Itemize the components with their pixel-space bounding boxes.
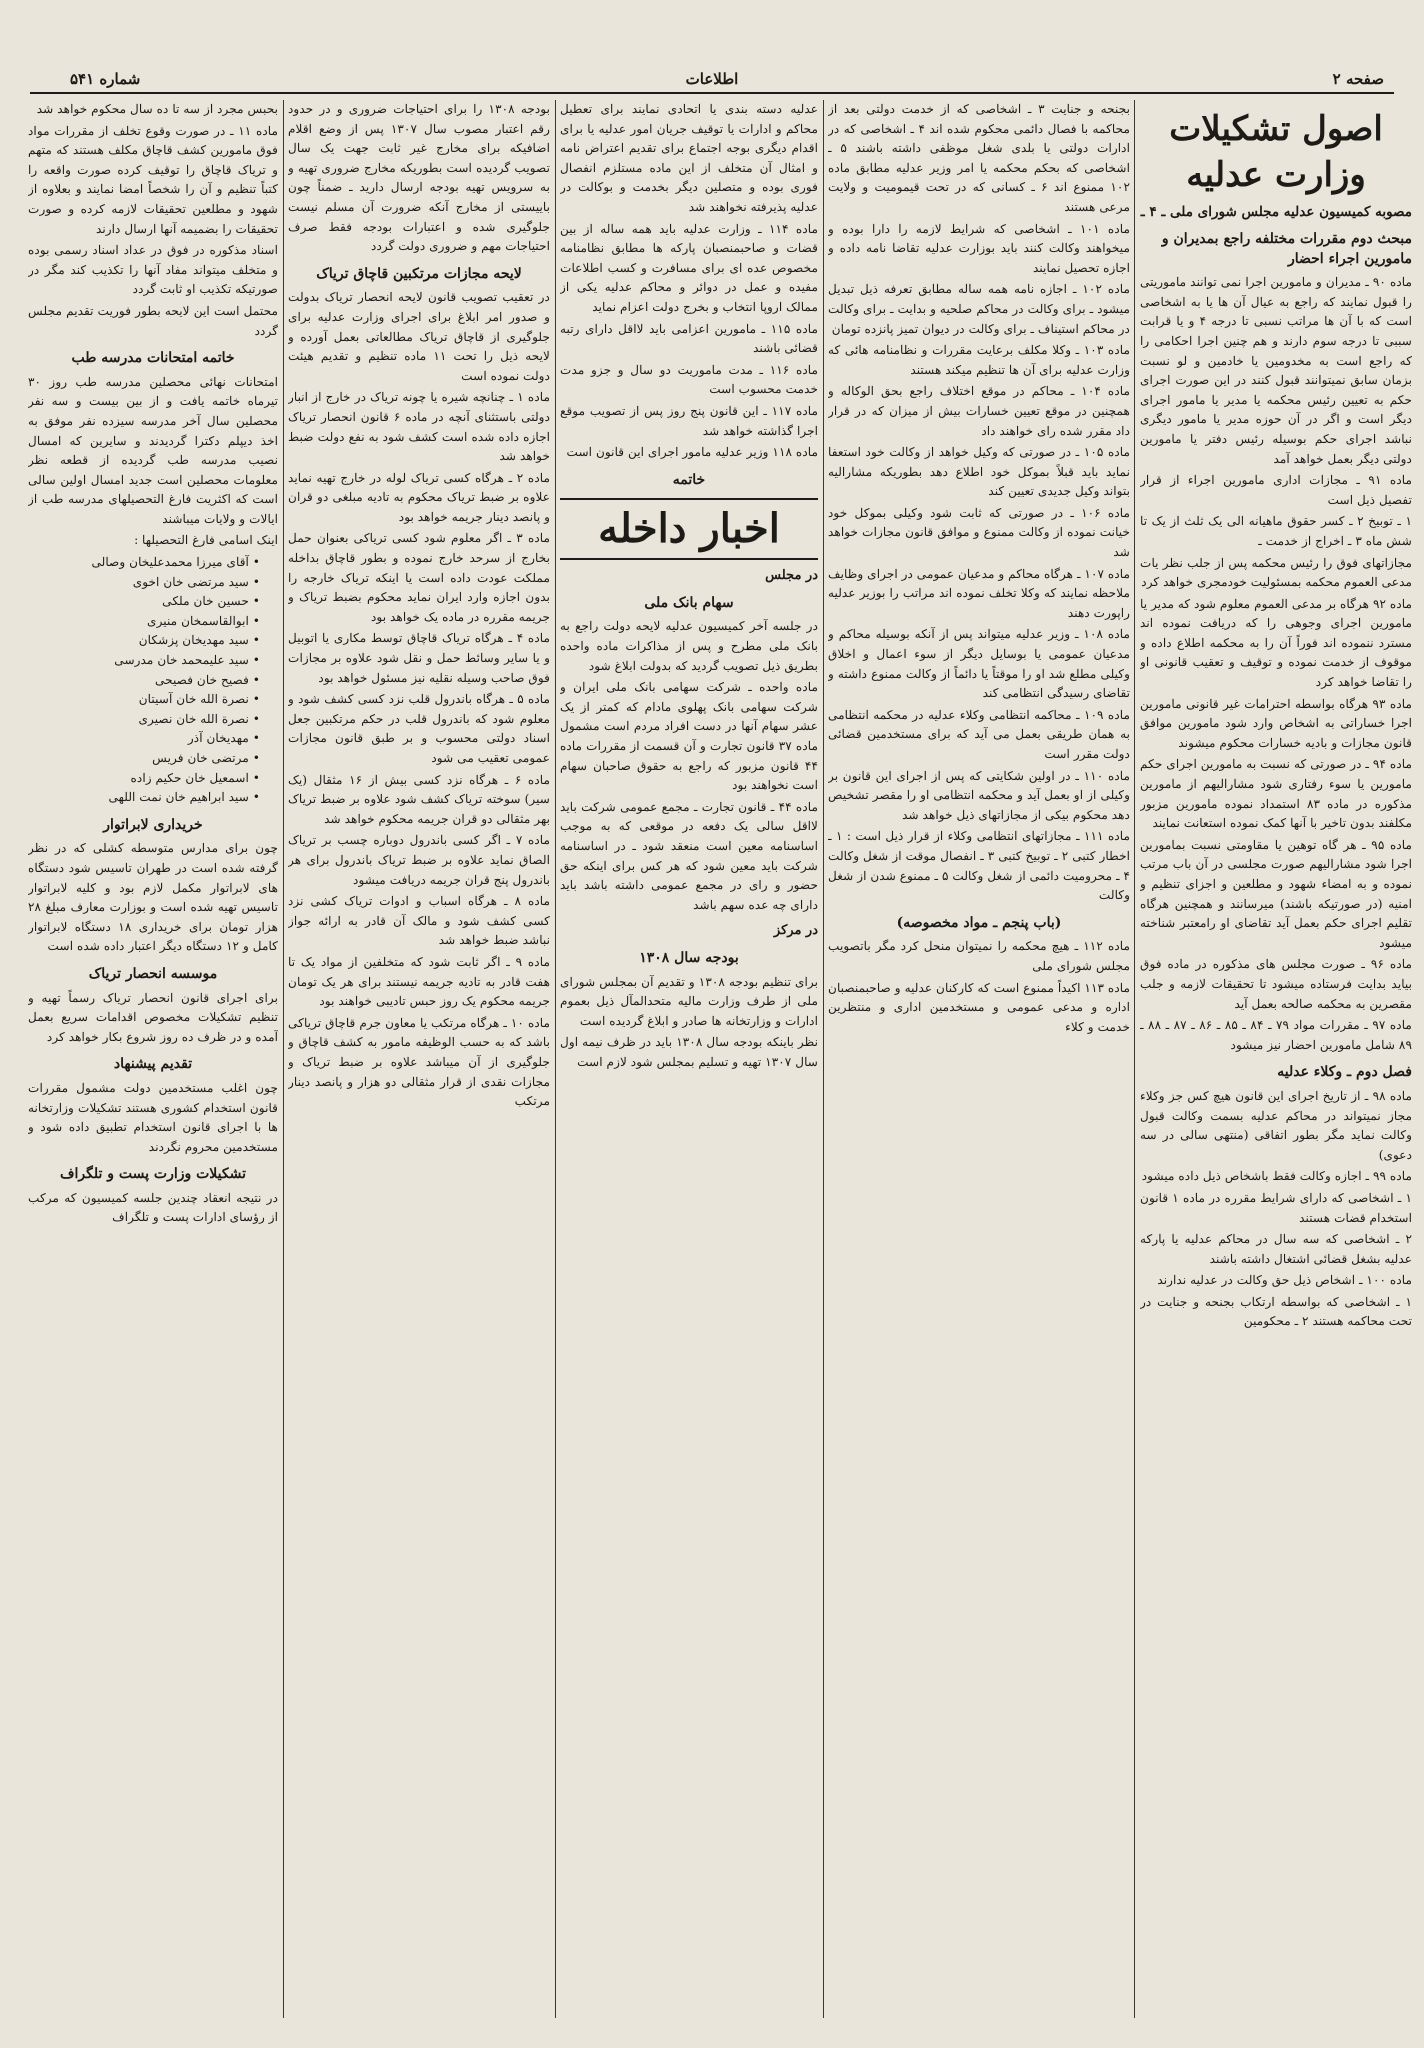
paragraph: ماده ۱۱ ـ در صورت وقوع تخلف از مقررات مواد فوق مامورین کشف قاچاق مکلف هستند که متهم و تریاک قاچاق را توقیف کرده صورت واقعه را کتباً تنظیم و آن را شخصاً امضا نمایند و بعلاوه از شهود و مطلعین تحقیقات لازمه کرده و صورت تحقیقات را بضمیمه آنها ارسال دارند <box>28 123 278 236</box>
paragraph: چون اغلب مستخدمین دولت مشمول مقررات قانون استخدام کشوری هستند تشکیلات وزارتخانه ها با اجرای قانون استخدام تطبیق داده شود و مستخدمین محروم نگردند <box>28 1080 278 1154</box>
paragraph: ماده ۹۵ ـ هر گاه توهین یا مقاومتی نسبت بمامورین اجرا شود مشارالیهم صورت مجلسی در آن باب مرتب نموده و به امضاء شهود و مطلعین و اجزای تنظیم و امنیه (در صورتیکه باشند) میرسانند و همچنین هرگاه تقلیم اجرای حکم بعمل آید تقاضای او رامعتبر شناخته میشود <box>1140 837 1412 950</box>
section-title: مبحث دوم مقررات مختلفه راجع بمدیران و مامورین اجراء احضار <box>1161 231 1412 267</box>
paragraph: در نتیجه انعقاد چندین جلسه کمیسیون که مرکب از رؤسای ادارات پست و تلگراف <box>28 1190 278 1225</box>
list-item: • نصرة الله خان آسیتان <box>28 690 260 710</box>
list-item: • آقای میرزا محمدعلیخان وصالی <box>28 553 260 573</box>
main-headline: اصول تشکیلات وزارت عدلیه <box>1169 109 1383 195</box>
paragraph: ماده ۹۳ هرگاه بواسطه احترامات غیر قانونی مامورین اجرا خساراتی به اشخاص وارد شود مامورین موافق قانون مجازات و بادیه خسارات محکوم میشوند <box>1140 696 1412 750</box>
column-divider <box>1134 100 1135 2018</box>
section-title: فصل دوم ـ وکلاء عدلیه <box>1277 1064 1412 1081</box>
paragraph: ماده ۸ ـ هرگاه اسباب و ادوات تریاک کشی نزد کسی کشف شود و مالک آن قادر به ارائه جواز نباشد ضبط خواهد شد <box>288 894 550 948</box>
column-divider <box>555 100 556 2018</box>
paragraph: برای اجرای قانون انحصار تریاک رسماً تهیه و تنظیم تشکیلات مخصوص اقدامات سریع بعمل آمده و در ظرف ده روز شروع بکار خواهد کرد <box>28 990 278 1044</box>
paragraph: ماده ۱۱۶ ـ مدت ماموریت دو سال و جزو مدت خدمت محسوب است <box>560 362 818 397</box>
paragraph: امتحانات نهائی محصلین مدرسه طب روز ۳۰ تیرماه خاتمه یافت و از بین بیست و سه نفر محصلین سال آخر مدرسه سیزده نفر موفق به اخذ دیپلم دکترا گردیدند و سایرین که امسال نصیب مدرسه طب گردیده از قطعه نظر معلومات محصلین است جدید امسال اولین سالی است که اکثریت فارغ التحصیلهای مدرسه طب از ایالات و ولایات میباشند <box>28 374 278 526</box>
paragraph: ماده ۱۰۳ ـ وکلا مکلف برعایت مقررات و نظامنامه هائی که وزارت عدلیه برای آن ها تنظیم میکند هستند <box>828 343 1130 377</box>
list-item: • اسمعیل خان حکیم زاده <box>28 769 260 789</box>
paragraph: ۱ ـ اشخاصی که بواسطه ارتکاب بجنحه و جنایت در تحت محاکمه هستند ۲ ـ محکومین <box>1140 1294 1412 1329</box>
list-item: • سید مرتضی خان اخوی <box>28 573 260 593</box>
paragraph: ۱ ـ توبیخ ۲ ـ کسر حقوق ماهیانه الی یک ثلث از یک تا شش ماه ۳ ـ اخراج از خدمت ـ <box>1140 514 1412 548</box>
column-2 <box>828 100 1130 2018</box>
paragraph: نظر باینکه بودجه سال ۱۳۰۸ باید در ظرف نیمه اول سال ۱۳۰۷ تهیه و تسلیم بمجلس شود لازم است <box>560 1035 818 1069</box>
paragraph: ماده ۴ ـ هرگاه تریاک قاچاق توسط مکاری یا اتوبیل و یا سایر وسائط حمل و نقل شود علاوه بر مجازات فوق صاحب وسیله نقلیه نیز مسئول خواهد بود <box>288 631 550 685</box>
list-item: • حسین خان ملکی <box>28 592 260 612</box>
paragraph: ماده ۱ ـ چنانچه شیره یا چونه تریاک در خارج از انبار دولتی باستثنای آنچه در ماده ۶ قانون انحصار تریاک اجازه داده شده است کشف شود به نفع دولت ضبط خواهد شد <box>288 390 550 464</box>
masthead <box>30 62 1394 94</box>
paragraph: ماده ۴۴ ـ قانون تجارت ـ مجمع عمومی شرکت باید لااقل سالی یک دفعه در موقعی که به موجب اساسنامه معین است منعقد شود ـ در اساسنامه شرکت باید معین شود که هر کس برای اینکه حق حضور و رای در مجمع عمومی داشته باشد باید دارای چه عده سهم باشد <box>560 799 818 912</box>
paragraph: ماده ۱۱۳ اکیداً ممنوع است که کارکنان عدلیه و صاحبمنصبان اداره و مدعی عمومی و مستخدمین اداری و منتظرین خدمت و کلاء <box>828 980 1130 1034</box>
list-item: • سید ابراهیم خان نمت اللهی <box>28 788 260 808</box>
paragraph: ماده ۱۰۴ ـ محاکم در موقع اختلاف راجع بحق الوکاله و همچنین در موقع تعیین خسارات بیش از میزان که در قرار داد مقرر شده رای خواهند داد <box>828 384 1130 438</box>
paragraph: ماده ۹ ـ اگر ثابت شود که متخلفین از مواد یک تا هفت قادر به تادیه جریمه نیستند برای هر یک تومان جریمه محکوم یک روز حبس تادیبی خواهند بود <box>288 954 550 1009</box>
closing-label: خاتمه <box>672 471 706 488</box>
section-title: خاتمه امتحانات مدرسه طب <box>71 350 235 367</box>
paragraph: ماده ۶ ـ هرگاه نزد کسی بیش از ۱۶ مثقال (یک سیر) سوخته تریاک کشف شود علاوه بر ضبط تریاک بهر مثقالی دو قران جریمه محکوم خواهد شد <box>288 772 550 826</box>
region-label: در مرکز <box>773 923 818 939</box>
column-3 <box>560 100 818 2018</box>
paragraph: ماده ۱۱۲ ـ هیچ محکمه را نمیتوان منحل کرد مگر باتصویب مجلس شورای ملی <box>828 939 1130 973</box>
paragraph: در جلسه آخر کمیسیون عدلیه لایحه دولت راجع به بانک ملی مطرح و پس از مذاکرات ماده واحده بطریق ذیل تصویب گردید که بدولت ابلاغ شود <box>560 619 818 673</box>
paragraph: ماده ۲ ـ هرگاه کسی تریاک لوله در خارج تهیه نماید علاوه بر ضبط تریاک محکوم به تادیه مبلغی دو قران و پانصد دینار جریمه خواهد بود <box>288 470 550 524</box>
paragraph: ماده ۷ ـ اگر کسی باندرول دوباره چسب بر تریاک الصاق نماید علاوه بر ضبط تریاک باندرول برای هر باندرول پنج قران جریمه دریافت میشود <box>288 833 550 887</box>
section-title: تقدیم پیشنهاد <box>113 1056 193 1073</box>
paragraph: ماده ۱۰۲ ـ اجازه نامه همه ساله مطابق تعرفه ذیل تبدیل میشود ـ برای وکالت در محاکم صلحیه و بدایت ـ برای وکالت در محاکم استیناف ـ برای وکالت در دیوان تمیز پانزده تومان <box>828 282 1130 336</box>
paragraph: ماده ۱۱۵ ـ مامورین اعزامی باید لااقل دارای رتبه قضائی باشند <box>560 321 818 356</box>
list-item: • مهدیخان آذر <box>28 729 260 749</box>
paragraph: ماده ۹۲ هرگاه بر مدعی العموم معلوم شود که مدیر یا مامورین اجرای وجوهی را که دریافت نموده اند مسترد ننموده اند فوراً آن را به محکمه اطلاع داده و موقوف از خدمت نموده و توقیف و تعقیب قانونی او را تقاضا خواهد کرد <box>1140 596 1412 690</box>
section-title: تشکیلات وزارت پست و تلگراف <box>59 1166 246 1183</box>
paragraph: عدلیه دسته بندی یا اتحادی نمایند برای تعطیل محاکم و ادارات یا توقیف جریان امور عدلیه یا برای اقدام دیگری بوجه اجتماع برای تقدیم اعتراض نامه و امثال آن متخلف از این ماده مستلزم انفصال فوری بوده و متصلین دیگر بخدمت و بوکالت در عدلیه پذیرفته نخواهند شد <box>560 102 818 214</box>
paragraph: ماده ۱۱۰ ـ در اولین شکایتی که پس از اجرای این قانون بر وکیلی از او بعمل آید و محکمه انتظامی او را مقصر تشخیص دهد محکوم بیکی از مجازاتهای ذیل خواهد شد <box>828 768 1130 822</box>
paragraph: ماده ۱۰۵ ـ در صورتی که وکیل خواهد از وکالت خود استعفا نماید باید قبلاً بموکل خود اطلاع دهد بطوریکه مشارالیه بتواند وکیل جدیدی تعیین کند <box>828 445 1130 499</box>
paragraph: ماده ۱۰۰ ـ اشخاص ذیل حق وکالت در عدلیه ندارند <box>1157 1273 1412 1288</box>
paragraph: ماده واحده ـ شرکت سهامی بانک ملی ایران و شرکت سهامی بانک پهلوی مادام که کمتر از یک عشر سهام آنها در دست افراد مردم است مشمول ماده ۳۷ قانون تجارت و آن قسمت از مقررات ماده ۴۴ قانون مزبور که راجع به حقوق صاحبان سهام است نخواهند بود <box>560 680 818 793</box>
region-label: در مجلس <box>765 568 818 584</box>
section-title: لایحه مجازات مرتکبین قاچاق تریاک <box>316 265 522 282</box>
column-4 <box>288 100 550 2018</box>
domestic-news-banner: اخبار داخله <box>560 498 818 560</box>
paragraph: ماده ۹۷ ـ مقررات مواد ۷۹ ـ ۸۴ ـ ۸۵ ـ ۸۶ ـ ۸۷ ـ ۸۸ ـ ۸۹ شامل مامورین احضار نیز میشود <box>1140 1018 1412 1052</box>
paragraph: بحبس مجرد از سه تا ده سال محکوم خواهد شد <box>36 102 278 116</box>
paragraph: مجازاتهای فوق را رئیس محکمه پس از جلب نظر یات مدعی العموم محکمه بمسئولیت خودمجری خواهد کرد <box>1140 555 1412 590</box>
paragraph: چون برای مدارس متوسطه کشلی که در نظر گرفته شده است در طهران تاسیس شود دستگاه های لابراتوار مکمل لازم بود و کلیه لابراتوار تاسیس تهیه شده است و بوزارت معارف مبلغ ۲۸ هزار تومان برای خریداری ۱۸ دستگاه لابراتوار کامل و ۱۲ دستگاه دیگر اعتبار داده شده است <box>28 841 278 954</box>
column-1 <box>1140 100 1412 2018</box>
paragraph: اینک اسامی فارغ التحصیلها : <box>134 533 278 548</box>
list-item: • سید علیمحمد خان مدرسی <box>28 651 260 671</box>
paragraph: محتمل است این لایحه بطور فوریت تقدیم مجلس گردد <box>28 303 278 338</box>
list-item: • ابوالقاسمخان منیری <box>28 612 260 632</box>
paragraph: ماده ۱۰۸ ـ وزیر عدلیه میتواند پس از آنکه بوسیله محاکم و مدعیان عمومی یا بوسایل دیگر از سوء اعمال و اخلاق وکیلی مطلع شد او را موقتاً یا دائماً از وکالت ممنوع داشته و تقاضای رسیدگی انتظامی کند <box>828 627 1130 701</box>
list-item: • نصرة الله خان نصیری <box>28 710 260 730</box>
paper-title: اطلاعات <box>685 70 739 88</box>
chapter-subtitle: (باب پنجم ـ مواد مخصوصه) <box>896 914 1062 931</box>
column-divider <box>283 100 284 2018</box>
issue-label: شماره ۵۴۱ <box>70 70 141 88</box>
column-divider <box>823 100 824 2018</box>
paragraph: بودجه ۱۳۰۸ را برای احتیاجات ضروری و در حدود رقم اعتبار مصوب سال ۱۳۰۷ پس از وضع اقلام اضافیکه برای مخارج غیر ثابت جهت یک سال تصویب گردیده است بطوریکه مخارج ضروری تهیه و به سرویس تهیه بودجه ارسال دارید ـ ضمناً چون باییستی از مخارج آنکه ضرورت آن مسلم نیست جلوگیری شده و اعتبارات بودجه فقط صرف احتیاجات مهم و ضروری دولت گردد <box>288 102 550 254</box>
paragraph: ماده ۹۹ ـ اجازه وکالت فقط باشخاص ذیل داده میشود <box>1141 1169 1412 1184</box>
list-item: • مرتضی خان فریس <box>28 749 260 769</box>
paragraph: ماده ۱۱۸ وزیر عدلیه مامور اجرای این قانون است <box>566 445 818 460</box>
paragraph: ماده ۱۰۷ ـ هرگاه محاکم و مدعیان عمومی در اجرای وظایف ملاحظه نمایند که وکلا تخلف نموده اند مراتب را بوزیر عدلیه راپورت دهند <box>828 566 1130 620</box>
paragraph: ماده ۱۱۱ ـ مجازاتهای انتظامی وکلاء از قرار ذیل است : ۱ ـ اخطار کتبی ۲ ـ توبیخ کتبی ۳ ـ انفصال موقت از شغل وکالت ۴ ـ محرومیت دائمی از شغل وکالت ۵ ـ ممنوع شدن از شغل وکالت <box>828 829 1130 903</box>
paragraph: ماده ۹۰ ـ مدیران و مامورین اجرا نمی توانند ماموریتی را قبول نمایند که راجع به عیال آن ها یا به اشخاصی است که با آن ها مراتب نسبی تا درجه ۴ و یا قرابت سببی تا درجه سوم دارند و هم چنین اجرا احکامی را که راجع است به مخدومین یا خادمین و لو نسبت بزمان سابق نمیتوانند قبول کنند در این صورت اجرای حکم به تعیین رئیس محکمه یا مدیر یا مامور اجرای دیگر است و اگر در آن حوزه مدیر یا مامور دیگری نباشد اجرای حکم بوسیله رئیس دفتر یا مامورین دولتی دیگر بعمل خواهد آمد <box>1140 275 1412 466</box>
list-item: • سید مهدیخان پزشکان <box>28 631 260 651</box>
subhead: مصوبه کمیسیون عدلیه مجلس شورای ملی ـ ۴ ـ <box>1140 204 1412 220</box>
paragraph: ماده ۹۴ ـ در صورتی که نسبت به مامورین اجرای حکم مامورین یا سوء رفتاری شود مشاراليهم از مامورین مذکوره در ماده ۸۳ استمداد نموده مامورین مزبور مکلفند بدون تاخیر با آنها کمک نموده استعانت نمایند <box>1140 757 1412 831</box>
news-title: بودجه سال ۱۳۰۸ <box>639 949 739 966</box>
paragraph: ۲ ـ اشخاصی که سه سال در محاکم عدلیه یا پارکه عدلیه بشغل قضائی اشتغال داشته باشند <box>1140 1232 1412 1266</box>
paragraph: بجنحه و جنایت ۳ ـ اشخاصی که از خدمت دولتی بعد از محاکمه با فصال دائمی محکوم شده اند ۴ ـ اشخاصی که در ادارات دولتی یا بلدی شغل موظفی داشته باشند ۵ ـ اشخاصی که بحکم محکمه یا امر وزیر عدلیه مطابق ماده ۱۰۲ ممنوع اند ۶ ـ کسانی که در تحت قیمومیت و ولایت مرعی هستند <box>828 102 1130 214</box>
column-5 <box>28 100 278 2018</box>
list-item: • فصیح خان فصیحی <box>28 671 260 691</box>
news-title: سهام بانک ملی <box>644 594 734 611</box>
paragraph: برای تنظیم بودجه ۱۳۰۸ و تقدیم آن بمجلس شورای ملی از طرف وزارت مالیه متحدالمآل ذیل بعموم ادارات و وزارتخانه ها صادر و ابلاغ گردیده است <box>560 974 818 1028</box>
paragraph: ماده ۹۱ ـ مجازات اداری مامورین اجراء از قرار تفصیل ذیل است <box>1140 473 1412 507</box>
paragraph: ماده ۹۸ ـ از تاریخ اجرای این قانون هیچ کس جز وکلاء مجاز نمیتواند در محاکم عدلیه بسمت وکالت قبول وکالت نماید مگر بطور اتفاقی (منتهی سالی در سه دعوی) <box>1140 1088 1412 1162</box>
paragraph: ماده ۳ ـ اگر معلوم شود کسی تریاکی بعنوان حمل بخارج از سرحد خارج نموده و بطور قاچاق بداخله مملکت عودت داده است یا اینکه تریاک خارجه را بدون اجازه وارد ایران نماید محکوم بضبط تریاک و جریمه مقرره در ماده یک خواهد بود <box>288 531 550 624</box>
paragraph: ماده ۱۱۷ ـ این قانون پنج روز پس از تصویب موقع اجرا گذاشته خواهد شد <box>560 403 818 438</box>
paragraph: ماده ۱۰ ـ هرگاه مرتکب یا معاون جرم قاچاق تریاکی باشد که به حسب الوظیفه مامور به کشف قاچاق و جلوگیری از آن میباشد علاوه بر ضبط تریاک و مجازات نقدی از قرار مثقالی دو هزار و پانصد دینار مرتکب <box>288 1015 550 1109</box>
paragraph: ماده ۱۰۹ ـ محاکمه انتظامی وکلاء عدلیه در محکمه انتظامی به همان طریقی بعمل می آید که برای مستخدمین قضائی دولت مقرر است <box>828 707 1130 761</box>
section-title: موسسه انحصار تریاک <box>88 965 218 982</box>
paragraph: ماده ۵ ـ هرگاه باندرول قلب نزد کسی کشف شود و معلوم شود که باندرول قلب در حکم مرتکبین جعل اسناد دولتی محسوب و بر طبق قانون مجازات عمومی تعقیب می شود <box>288 692 550 765</box>
section-title: خریداری لابراتوار <box>103 816 203 833</box>
paragraph: ماده ۱۰۶ ـ در صورتی که ثابت شود وکیلی بموکل خود خیانت نموده از وکالت ممنوع و موافق قانون مجازات خواهد شد <box>828 505 1130 560</box>
graduates-list <box>28 553 278 808</box>
page-label: صفحه ۲ <box>1332 70 1384 88</box>
paragraph: ماده ۱۱۴ ـ وزارت عدلیه باید همه ساله از بین قضات و صاحبمنصبان پارکه ها مطابق نظامنامه مخصوص عده ای برای مسافرت و کسب اطلاعات مفیده و عمل در دوائر و محاکم عدلیه یکی از ممالک اروپا انتخاب و بخرج دولت اعزام نماید <box>560 221 818 314</box>
paragraph: ماده ۱۰۱ ـ اشخاصی که شرایط لازمه را دارا بوده و میخواهند وکالت کنند باید بوزارت عدلیه تقاضا نامه داده و اجازه تحصیل نمایند <box>828 221 1130 275</box>
paragraph: در تعقیب تصویب قانون لایحه انحصار تریاک بدولت و صدور امر ابلاغ برای اجرای وزارت عدلیه برای جلوگیری از قاچاق تریاک مطالعاتی بعمل آورده و لایحه ذیل را تحت ۱۱ ماده تنظیم و تقدیم هیئت دولت نموده است <box>288 290 550 383</box>
paragraph: اسناد مذکوره در فوق در عداد اسناد رسمی بوده و متخلف میتواند مفاد آنها را تکذیب کند مگر در صورتیکه تکذیب او ثابت گردد <box>28 243 278 297</box>
paragraph: ماده ۹۶ ـ صورت مجلس های مذکوره در ماده فوق بیاید بدایت فرستاده میشود تا تحقیقات لازمه و جلب مقصرین به محکمه صالحه بعمل آید <box>1140 957 1412 1011</box>
paragraph: ۱ ـ اشخاصی که دارای شرایط مقرره در ماده ۱ قانون استخدام قضات هستند <box>1140 1190 1412 1225</box>
